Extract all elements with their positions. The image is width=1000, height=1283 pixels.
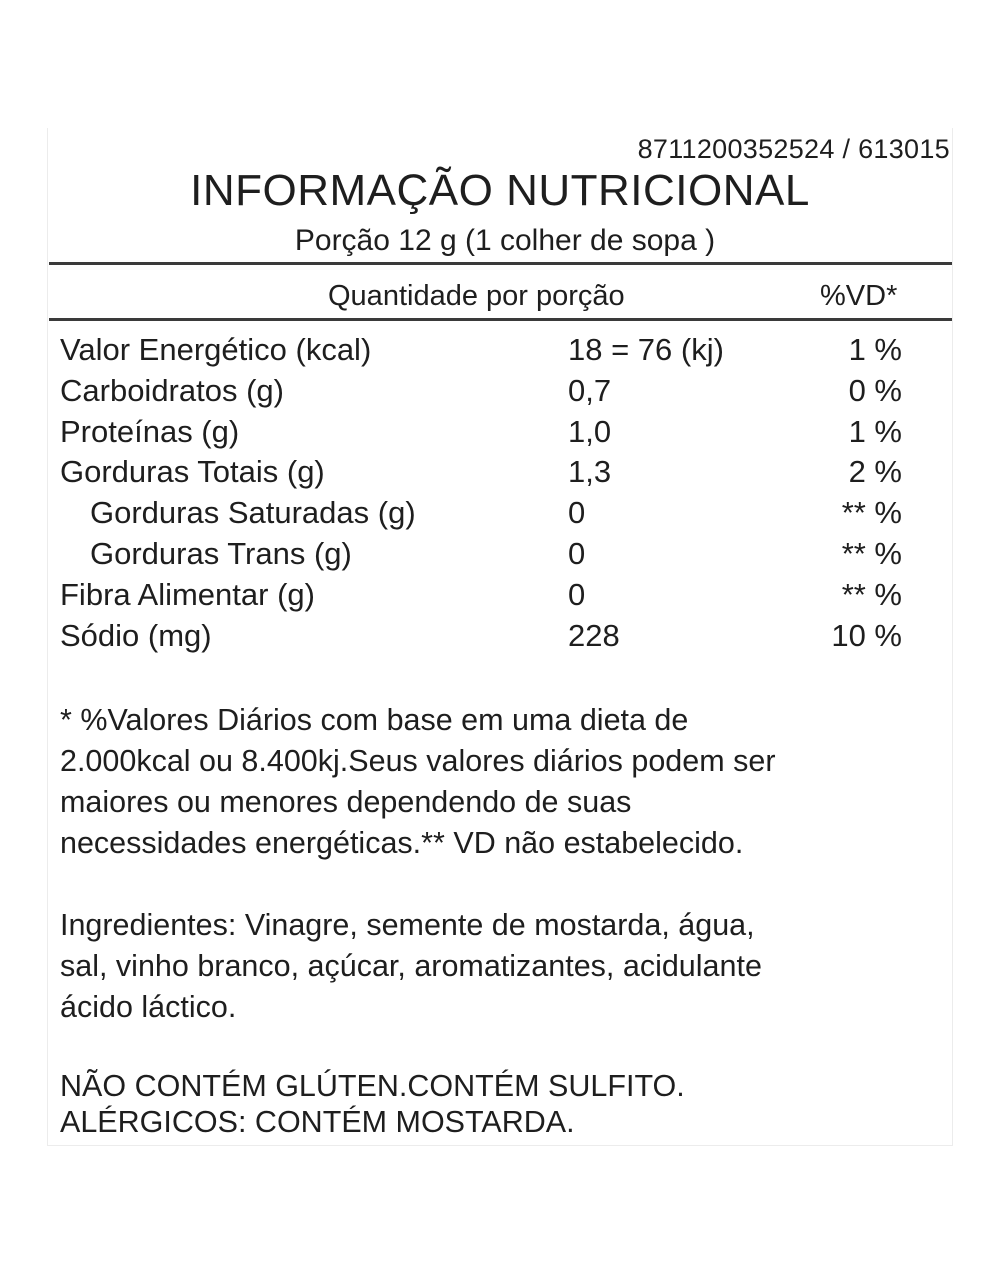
nutrient-vd: 10 % [831,617,902,653]
nutrient-table [0,332,1000,658]
nutrient-quantity: 228 [568,617,620,653]
nutrient-row [0,618,1000,659]
nutrient-vd: 2 % [848,454,902,490]
nutrient-quantity: 1,0 [568,413,612,449]
nutrient-name: Gorduras Totais (g) [60,454,325,490]
label-title: INFORMAÇÃO NUTRICIONAL [190,166,810,215]
nutrient-vd: ** % [841,576,902,612]
divider-header [49,318,952,321]
nutrient-name: Valor Energético (kcal) [60,332,372,367]
nutrient-vd: 1 % [848,413,902,449]
divider-top [49,262,952,265]
allergen-warning: NÃO CONTÉM GLÚTEN.CONTÉM SULFITO. ALÉRGICOS: CONTÉM MOSTARDA. [60,1069,685,1139]
nutrient-quantity: 1,3 [568,454,612,490]
daily-values-footnote: * %Valores Diários com base em uma dieta de 2.000kcal ou 8.400kj.Seus valores diários podem ser maiores ou menores dependendo de suas necessidades energéticas.** VD não estabelecido. [60,703,776,860]
nutrient-vd: ** % [841,535,902,571]
nutrient-quantity: 0 [568,535,586,571]
nutrient-row [0,332,1000,373]
nutrient-row [0,373,1000,414]
nutrient-quantity: 0 [568,495,586,531]
nutrient-name: Fibra Alimentar (g) [60,576,315,612]
nutrient-quantity: 0,7 [568,372,612,408]
nutrient-name: Carboidratos (g) [60,372,284,408]
ingredients-text: Ingredientes: Vinagre, semente de mostarda, água, sal, vinho branco, açúcar, aromatizantes, acidulante ácido láctico. [60,908,762,1024]
header-quantity: Quantidade por porção [328,280,625,312]
nutrient-name: Gorduras Trans (g) [90,535,352,571]
nutrient-row [0,536,1000,577]
nutrient-name: Proteínas (g) [60,413,240,449]
nutrient-row [0,414,1000,455]
nutrient-vd: ** % [841,495,902,531]
product-code: 8711200352524 / 613015 [637,134,950,164]
nutrient-name: Sódio (mg) [60,617,212,653]
nutrient-vd: 0 % [848,372,902,408]
nutrient-quantity: 18 = 76 (kj) [568,332,724,367]
nutrient-row [0,454,1000,495]
nutrient-name: Gorduras Saturadas (g) [90,495,416,531]
header-vd: %VD* [820,280,898,312]
portion-size: Porção 12 g (1 colher de sopa ) [294,224,716,257]
nutrient-vd: 1 % [848,332,902,367]
nutrient-row [0,495,1000,536]
nutrient-row [0,577,1000,618]
nutrient-quantity: 0 [568,576,586,612]
